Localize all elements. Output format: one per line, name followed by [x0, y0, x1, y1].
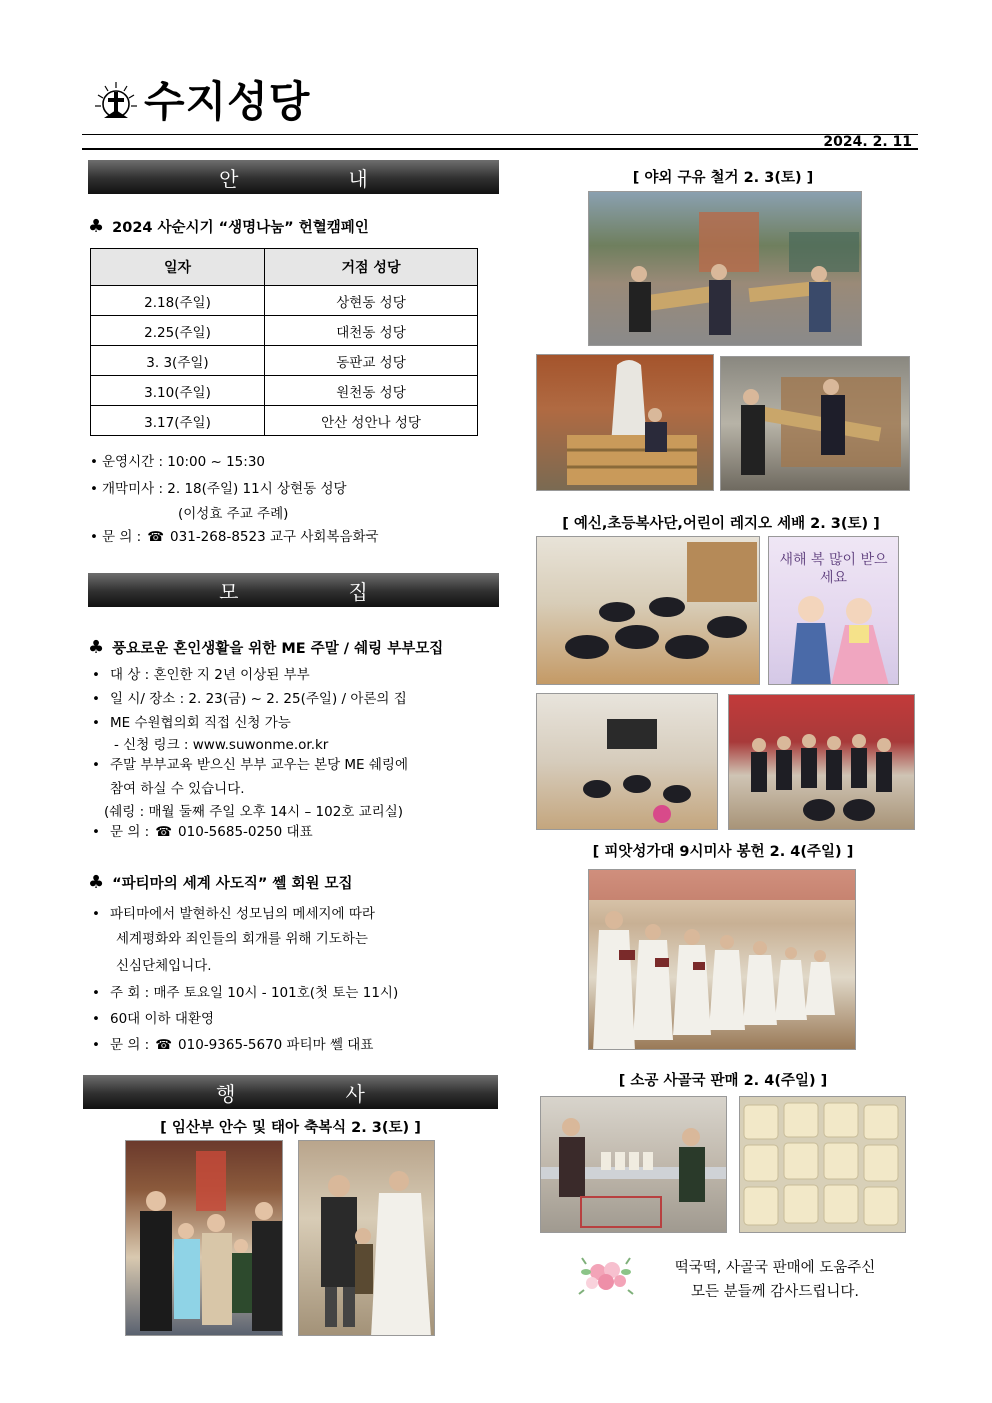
me-education — [92, 754, 408, 777]
list-item — [90, 476, 347, 503]
events-bar-left: 행 — [216, 1081, 236, 1106]
opening-mass-note: (이성효 주교 주례) — [178, 506, 289, 522]
table-cell-church: 상현동 성당 — [265, 286, 478, 316]
bullet-icon: • — [92, 906, 100, 922]
photo-blessing-rite — [298, 1140, 435, 1336]
club-icon: ♣ — [88, 637, 105, 658]
bullet-icon: • — [92, 715, 100, 731]
list-item — [92, 822, 313, 842]
bullet-icon: • — [92, 691, 100, 707]
new-year-card — [768, 536, 899, 685]
photo-crib-removal-2 — [536, 354, 714, 491]
me-education-line1: 주말 부부교육 받으신 부부 교우는 본당 ME 쉐링에 — [110, 757, 408, 773]
table-cell-date: 2.18(주일) — [91, 286, 265, 316]
blood-drive-table — [90, 248, 478, 436]
notice-bar-right: 내 — [348, 166, 368, 191]
bullet-icon: • — [90, 454, 98, 470]
inquiry-label: 문 의 : — [102, 529, 142, 545]
bullet-icon: • — [90, 529, 98, 545]
table-row — [91, 316, 478, 346]
photo-blessing-group — [125, 1140, 283, 1336]
me-details — [92, 663, 407, 735]
list-item — [92, 754, 408, 777]
table-cell-date: 3. 3(주일) — [91, 346, 265, 376]
list-item — [92, 901, 375, 927]
notice-bar-left: 안 — [219, 166, 239, 191]
opening-mass: 개막미사 : 2. 18(주일) 11시 상현동 성당 — [102, 481, 347, 497]
list-item — [92, 687, 407, 711]
table-cell-church: 안산 성안나 성당 — [265, 406, 478, 436]
campaign-title: 2024 사순시기 “생명나눔” 헌혈캠페인 — [112, 220, 369, 236]
me-heading — [88, 637, 443, 658]
me-contact — [92, 822, 313, 842]
list-item — [92, 1006, 398, 1032]
recruit-bar-left: 모 — [219, 579, 239, 604]
me-education-line2: 참여 하실 수 있습니다. — [110, 781, 245, 797]
table-cell-church: 동판교 성당 — [265, 346, 478, 376]
me-apply: ME 수원협의회 직접 신청 가능 — [110, 715, 291, 731]
bullet-icon: • — [90, 481, 98, 497]
parish-logo — [92, 78, 310, 126]
photo-new-year-bow-3 — [728, 694, 915, 830]
recruit-bar-right: 집 — [348, 579, 368, 604]
table-row — [91, 376, 478, 406]
table-row — [91, 406, 478, 436]
bulletin-date: 2024. 2. 11 — [823, 134, 912, 150]
me-contact-value: 010-5685-0250 대표 — [178, 824, 313, 840]
photo-crib-removal-3 — [720, 356, 910, 491]
club-icon: ♣ — [88, 216, 105, 237]
new-year-card-text: 새해 복 많이 받으세요 — [779, 552, 888, 586]
me-link: - 신청 링크 : www.suwonme.or.kr — [114, 737, 329, 753]
me-target: 대 상 : 혼인한 지 2년 이상된 부부 — [110, 667, 310, 683]
caption-new-year-bow: [ 예신,초등복사단,어린이 레지오 세배 2. 3(토) ] — [562, 516, 880, 532]
thanks-message — [630, 1256, 920, 1304]
fatima-intro-line1: 파티마에서 발현하신 성모님의 메세지에 따라 — [110, 906, 375, 922]
me-schedule: 일 시/ 장소 : 2. 23(금) ~ 2. 25(주일) / 아론의 집 — [110, 691, 407, 707]
table-cell-church: 대천동 성당 — [265, 316, 478, 346]
photo-choir — [588, 869, 856, 1050]
header-rule — [82, 134, 918, 150]
thanks-line2: 모든 분들께 감사드립니다. — [691, 1284, 859, 1300]
club-icon: ♣ — [88, 872, 105, 893]
inquiry-value: 031-268-8523 교구 사회복음화국 — [170, 529, 379, 545]
table-row — [91, 346, 478, 376]
photo-new-year-bow-2 — [536, 693, 718, 830]
events-bar-right: 사 — [345, 1081, 365, 1106]
me-sharing: (쉐링 : 매월 둘째 주일 오후 14시 – 102호 교리실) — [104, 804, 404, 820]
photo-soup-sale-1 — [540, 1096, 727, 1233]
list-item — [92, 663, 407, 687]
table-cell-church: 원천동 성당 — [265, 376, 478, 406]
table-header-church: 거점 성당 — [265, 249, 478, 286]
phone-icon: ☎ — [155, 824, 173, 840]
campaign-inquiry — [90, 527, 379, 547]
table-cell-date: 3.17(주일) — [91, 406, 265, 436]
fatima-intro — [92, 901, 375, 927]
table-header-row — [91, 249, 478, 286]
table-row — [91, 286, 478, 316]
bullet-icon: • — [92, 1037, 100, 1053]
fatima-details — [92, 980, 398, 1058]
me-title: 풍요로운 혼인생활을 위한 ME 주말 / 쉐링 부부모집 — [112, 641, 444, 657]
fatima-contact-value: 010-9365-5670 파티마 쎌 대표 — [178, 1037, 374, 1053]
list-item — [92, 711, 407, 735]
fatima-meeting: 주 회 : 매주 토요일 10시 - 101호(첫 토는 11시) — [110, 985, 399, 1001]
fatima-heading — [88, 872, 353, 893]
bullet-icon: • — [92, 667, 100, 683]
thanks-line1: 떡국떡, 사골국 판매에 도움주신 — [674, 1260, 876, 1276]
photo-crib-removal-1 — [588, 191, 862, 346]
table-cell-date: 2.25(주일) — [91, 316, 265, 346]
list-item — [90, 527, 379, 547]
caption-outdoor-crib: [ 야외 구유 철거 2. 3(토) ] — [632, 170, 814, 186]
phone-icon: ☎ — [147, 529, 165, 545]
photo-soup-sale-2 — [739, 1096, 906, 1233]
caption-choir: [ 피앗성가대 9시미사 봉헌 2. 4(주일) ] — [592, 844, 854, 860]
fatima-age: 60대 이하 대환영 — [110, 1011, 215, 1027]
caption-soup-sale: [ 소공 사골국 판매 2. 4(주일) ] — [618, 1073, 828, 1089]
me-contact-label: 문 의 : — [110, 824, 150, 840]
notice-section-bar — [88, 160, 499, 194]
fatima-title: “파티마의 세계 사도직” 쎌 회원 모집 — [112, 876, 353, 892]
church-cross-emblem-icon — [92, 78, 140, 126]
bullet-icon: • — [92, 1011, 100, 1027]
parish-name: 수지성당 — [144, 77, 311, 126]
fatima-intro-line2: 세계평화와 죄인들의 회개를 위해 기도하는 — [116, 931, 368, 947]
campaign-details — [90, 449, 347, 503]
list-item — [90, 449, 347, 476]
table-header-date: 일자 — [91, 249, 265, 286]
fatima-intro-line3: 신심단체입니다. — [116, 958, 212, 974]
flower-bouquet-icon — [576, 1250, 636, 1302]
recruit-section-bar — [88, 573, 499, 607]
bullet-icon: • — [92, 757, 100, 773]
phone-icon: ☎ — [155, 1037, 173, 1053]
photo-new-year-bow-1 — [536, 536, 760, 685]
list-item — [92, 980, 398, 1006]
list-item — [92, 1032, 398, 1058]
bullet-icon: • — [92, 824, 100, 840]
operating-hours: 운영시간 : 10:00 ~ 15:30 — [102, 454, 265, 470]
fatima-contact-label: 문 의 : — [110, 1037, 150, 1053]
table-cell-date: 3.10(주일) — [91, 376, 265, 406]
bullet-icon: • — [92, 985, 100, 1001]
campaign-heading — [88, 216, 369, 237]
caption-blessing: [ 임산부 안수 및 태아 축복식 2. 3(토) ] — [160, 1120, 421, 1136]
events-section-bar — [83, 1075, 498, 1109]
